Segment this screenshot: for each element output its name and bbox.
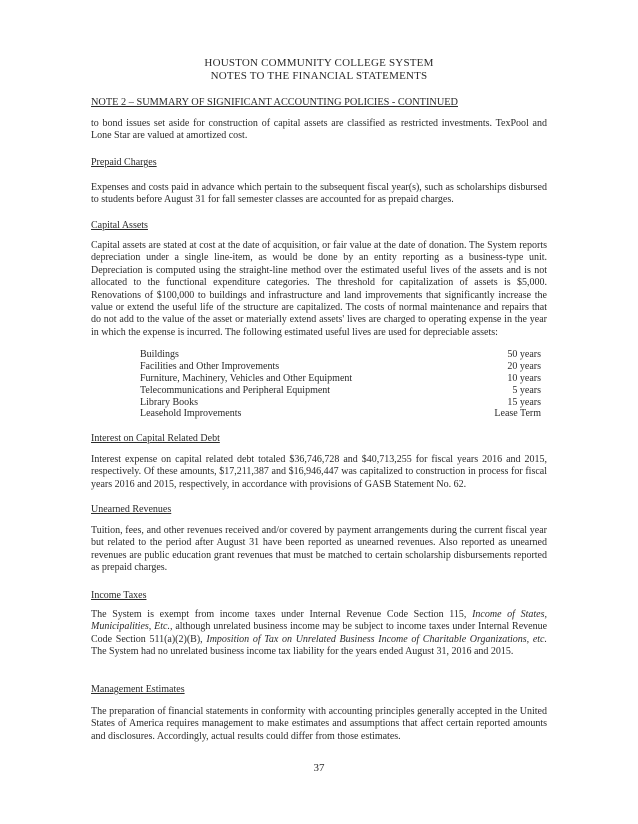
asset-name: Furniture, Machinery, Vehicles and Other Equipment bbox=[140, 372, 353, 384]
useful-life-row bbox=[140, 373, 541, 385]
management-estimates-paragraph: The preparation of financial statements in conformity with accounting principles generally accepted in the United States of America requires management to make estimates and assumptions that affect certain reported amounts and disclosures. Accordingly, actual results could differ from those estimates. bbox=[91, 706, 547, 742]
income-taxes-italic-2: Imposition of Tax on Unrelated Business Income of Charitable Organizations, etc. bbox=[206, 633, 547, 645]
page-number: 37 bbox=[313, 762, 325, 774]
asset-life: 10 years bbox=[507, 372, 541, 384]
asset-life: 20 years bbox=[507, 360, 541, 372]
asset-life: Lease Term bbox=[494, 408, 541, 420]
income-taxes-text-2: although unrelated business income may be subject to income taxes under Internal Revenue Code Section 511(a)(2)(B), bbox=[91, 621, 548, 645]
income-taxes-text-3: The System had no unrelated business income tax liability for the years ended August 31, 2016 and 2015. bbox=[91, 646, 514, 658]
asset-life: 5 years bbox=[512, 384, 541, 396]
unearned-revenues-paragraph: Tuition, fees, and other revenues received and/or covered by payment arrangements during the current fiscal year but related to the period after August 31 have been reported as unearned revenues. Also reported as unearned revenues are public education grant revenues that must be matched to certain scholarship disbursements reported as prepaid charges. bbox=[91, 525, 547, 574]
asset-life: 50 years bbox=[507, 349, 541, 360]
header-line-2: NOTES TO THE FINANCIAL STATEMENTS bbox=[210, 70, 428, 82]
useful-life-row bbox=[140, 397, 541, 409]
useful-life-row bbox=[140, 408, 541, 420]
asset-life: 15 years bbox=[507, 396, 541, 408]
useful-lives-table bbox=[140, 349, 541, 420]
interest-paragraph: Interest expense on capital related debt totaled $36,746,728 and $40,713,255 for fiscal years 2016 and 2015, respectively. Of these amounts, $17,211,387 and $16,946,447 was capitalized to construction in process for fiscal years 2016 and 2015, respectively, in accordance with provisions of GASB Statement No. 62. bbox=[91, 454, 547, 490]
interest-heading: Interest on Capital Related Debt bbox=[91, 433, 220, 444]
asset-name: Library Books bbox=[140, 396, 199, 408]
asset-name: Facilities and Other Improvements bbox=[140, 360, 280, 372]
prepaid-charges-paragraph: Expenses and costs paid in advance which pertain to the subsequent fiscal year(s), such as scholarships disbursed to students before August 31 for fall semester classes are accounted for as prepaid charges. bbox=[91, 182, 547, 206]
capital-assets-heading: Capital Assets bbox=[91, 220, 148, 231]
income-taxes-paragraph bbox=[91, 609, 547, 659]
management-estimates-heading: Management Estimates bbox=[91, 684, 185, 695]
unearned-revenues-heading: Unearned Revenues bbox=[91, 504, 172, 515]
prepaid-charges-heading: Prepaid Charges bbox=[91, 157, 157, 168]
income-taxes-text-1: The System is exempt from income taxes under Internal Revenue Code Section 115, bbox=[91, 609, 473, 620]
asset-name: Leasehold Improvements bbox=[140, 408, 242, 420]
useful-life-row bbox=[140, 349, 541, 361]
income-taxes-heading: Income Taxes bbox=[91, 590, 147, 601]
income-taxes-italic-1: Income of States, Municipalities, Etc., bbox=[91, 609, 547, 633]
capital-assets-paragraph: Capital assets are stated at cost at the date of acquisition, or fair value at the date of donation. The System reports depreciation under a single line-item, as would be done by an entity reporting as a business-type unit. Depreciation is computed using the straight-line method over the estimated useful lives of the assets and is not allocated to the functional expenditure categories. The threshold for capitalization of assets is $5,000. Renovations of $100,000 to buildings and infrastructure and land improvements that significantly increase the value or extend the useful life of the structure are capitalized. The costs of normal maintenance and repairs that do not add to the value of the asset or materially extend assets' lives are charged to operating expense in the year in which the expense is incurred. The following estimated useful lives are used for depreciable assets: bbox=[91, 240, 547, 338]
useful-life-row bbox=[140, 361, 541, 373]
header-line-1: HOUSTON COMMUNITY COLLEGE SYSTEM bbox=[204, 57, 434, 69]
asset-name: Buildings bbox=[140, 349, 179, 360]
useful-life-row bbox=[140, 385, 541, 397]
note-title: NOTE 2 – SUMMARY OF SIGNIFICANT ACCOUNTING POLICIES - CONTINUED bbox=[91, 97, 458, 108]
asset-name: Telecommunications and Peripheral Equipment bbox=[140, 384, 331, 396]
intro-paragraph: to bond issues set aside for construction of capital assets are classified as restricted investments. TexPool and Lone Star are valued at amortized cost. bbox=[91, 118, 547, 142]
